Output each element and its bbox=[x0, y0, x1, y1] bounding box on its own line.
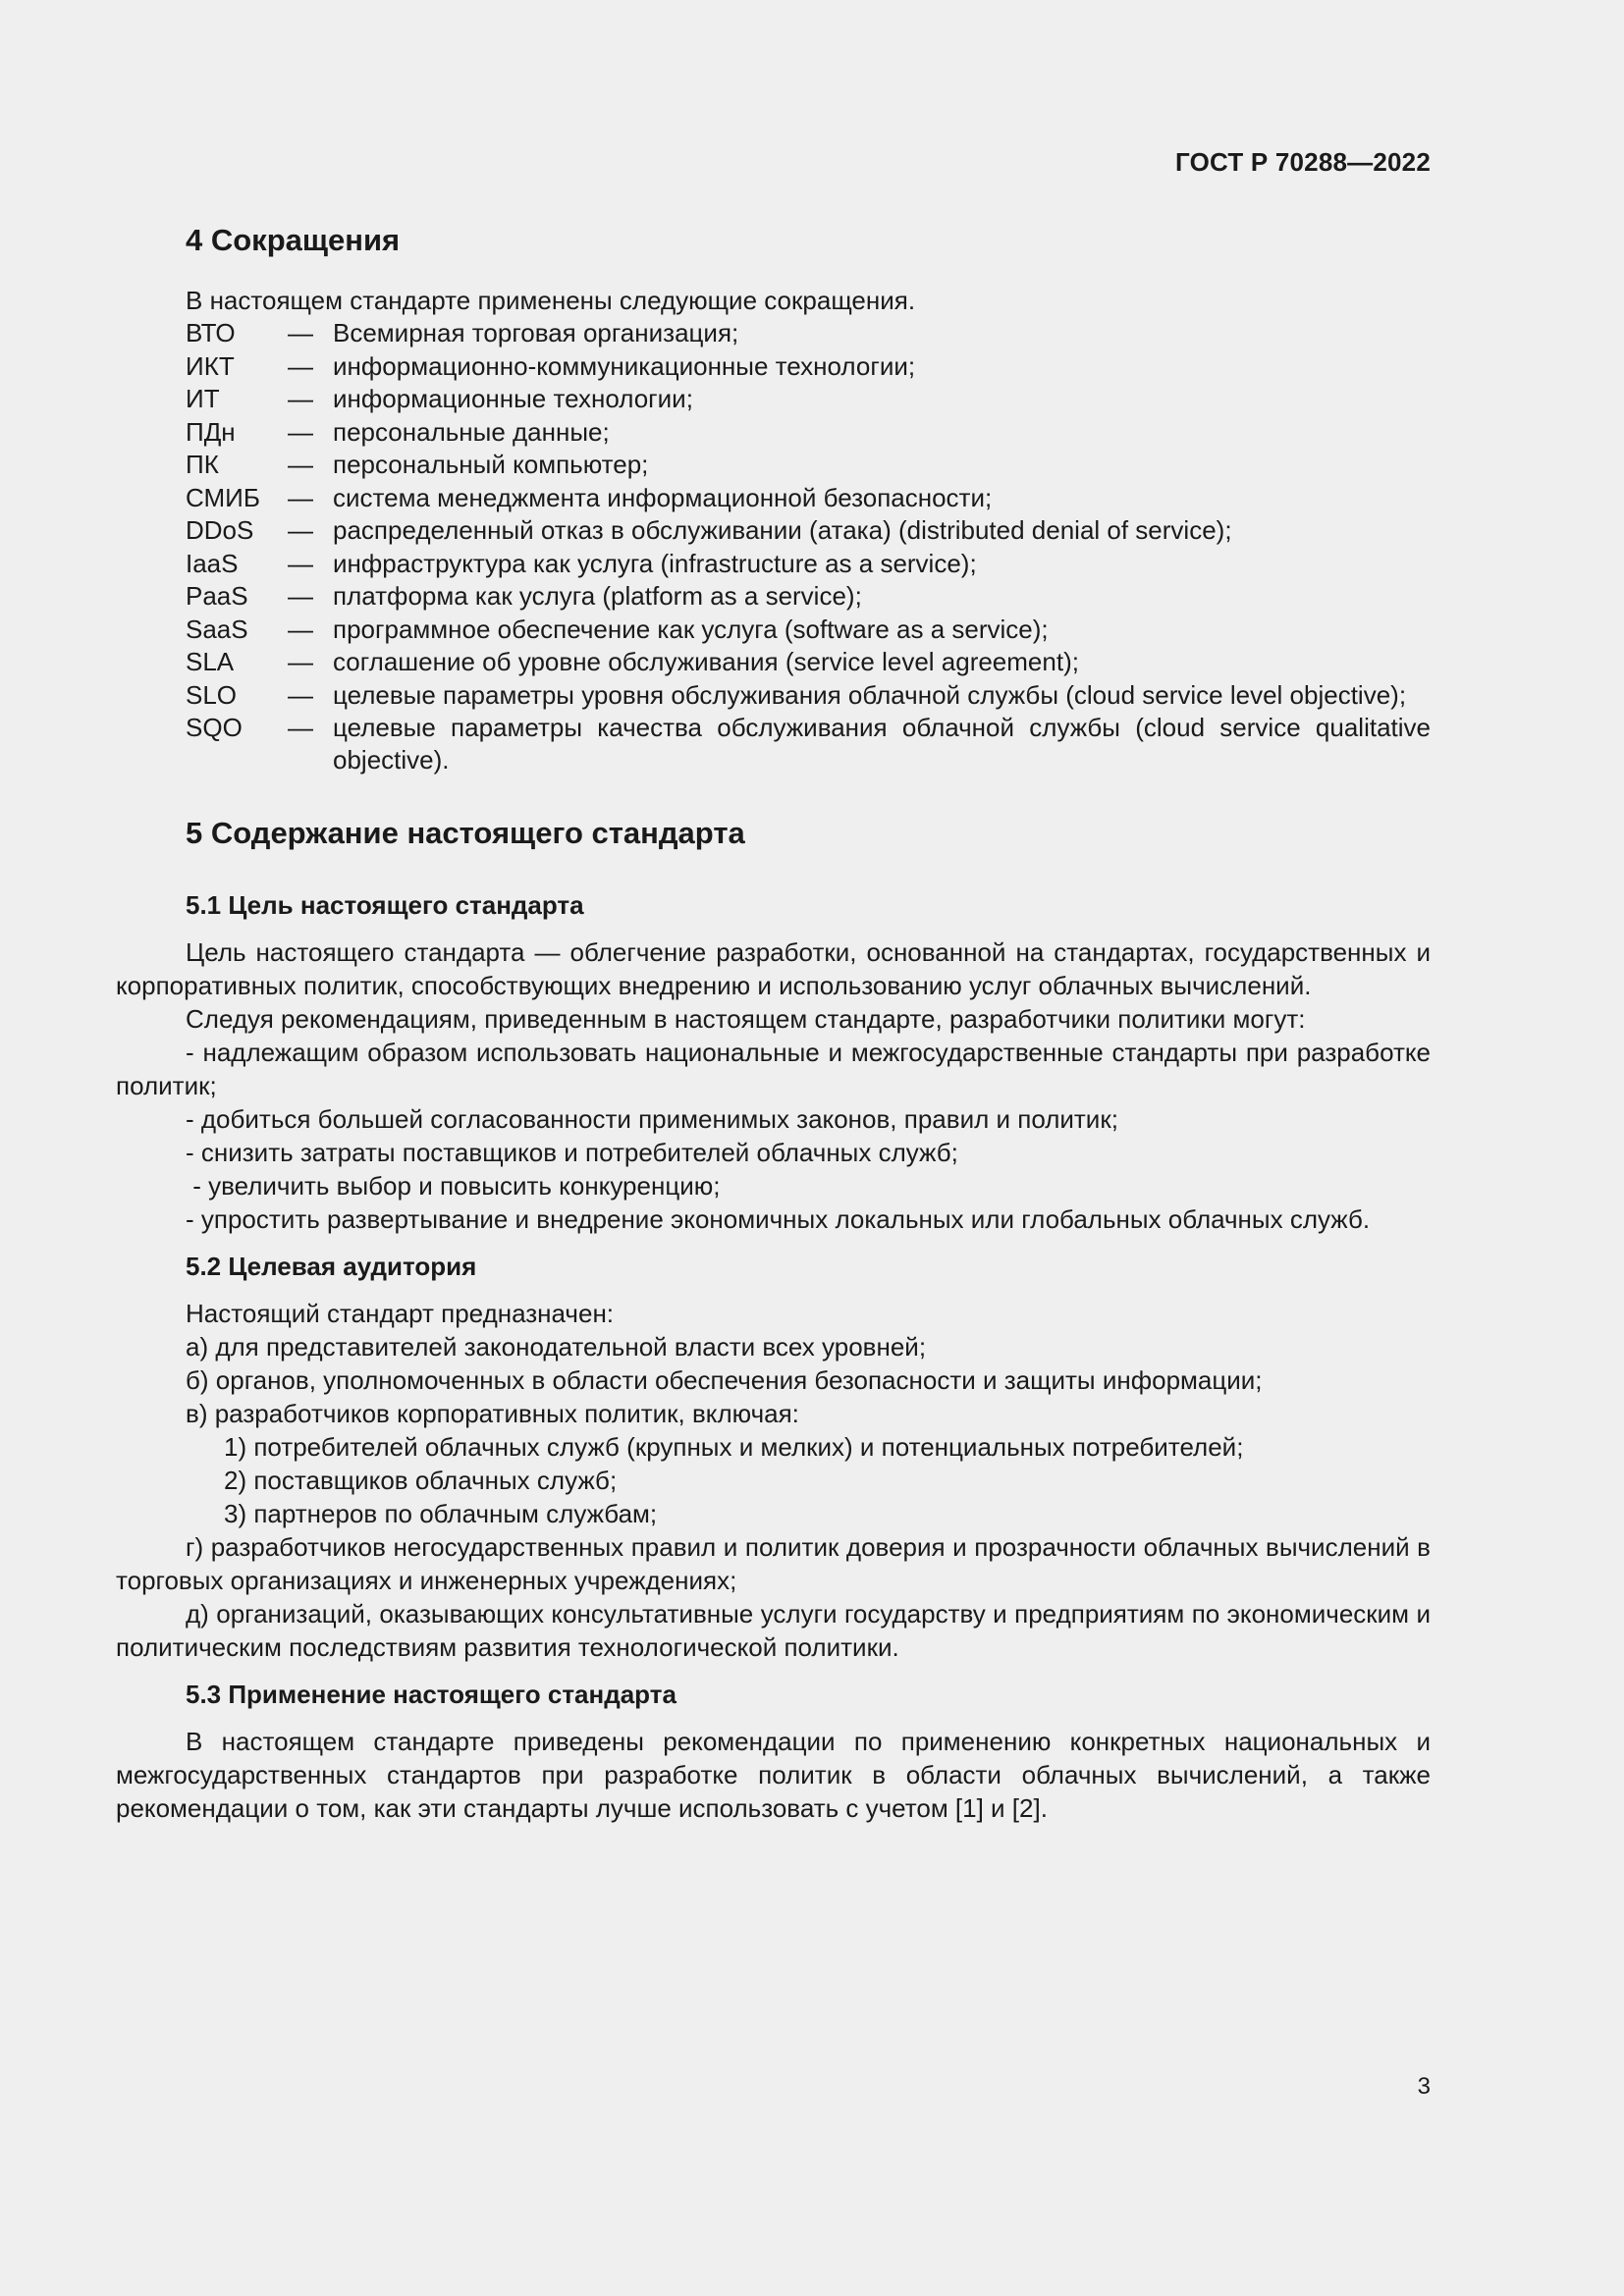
section-5-2-subitem: 2) поставщиков облачных служб; bbox=[224, 1466, 618, 1495]
abbreviation-dash: — bbox=[288, 450, 313, 479]
abbreviation-row bbox=[116, 350, 1431, 384]
abbreviation-dash: — bbox=[288, 679, 313, 710]
abbreviation-definition: информационно-коммуникационные технологии; bbox=[333, 350, 916, 381]
section-5-2-item-b: б) органов, уполномоченных в области обеспечения безопасности и защиты информации; bbox=[186, 1365, 1263, 1395]
abbreviation-code: ИКТ bbox=[186, 350, 235, 381]
abbreviation-definition: персональный компьютер; bbox=[333, 450, 649, 479]
abbreviation-row bbox=[116, 679, 1431, 713]
section-5-2-item-c: в) разработчиков корпоративных политик, включая: bbox=[186, 1399, 799, 1428]
abbreviation-definition: распределенный отказ в обслуживании (атака) (distributed denial of service); bbox=[333, 515, 1232, 545]
abbreviation-dash: — bbox=[288, 548, 313, 578]
abbreviation-row bbox=[116, 317, 1431, 350]
abbreviation-dash: — bbox=[288, 647, 313, 676]
page-number: 3 bbox=[1417, 2073, 1431, 2100]
abbreviation-definition: соглашение об уровне обслуживания (service level agreement); bbox=[333, 647, 1079, 676]
abbreviation-row bbox=[116, 514, 1431, 548]
section-5-3-title: 5.3 Применение настоящего стандарта bbox=[186, 1680, 677, 1709]
abbreviation-definition: информационные технологии; bbox=[333, 384, 693, 413]
abbreviation-code: ПК bbox=[186, 450, 219, 479]
abbreviation-code: ИТ bbox=[186, 384, 220, 413]
abbreviation-dash: — bbox=[288, 515, 313, 545]
abbreviation-code: SLA bbox=[186, 647, 235, 676]
abbreviation-row bbox=[116, 712, 1431, 776]
abbreviation-definition: система менеджмента информационной безопасности; bbox=[333, 482, 993, 512]
abbreviation-dash: — bbox=[288, 384, 313, 413]
abbreviation-row bbox=[116, 646, 1431, 679]
section-5-title: 5 Содержание настоящего стандарта bbox=[186, 816, 745, 850]
abbreviation-dash: — bbox=[288, 350, 313, 381]
abbreviation-row bbox=[116, 416, 1431, 450]
abbreviation-code: SLO bbox=[186, 679, 238, 710]
abbreviation-row bbox=[116, 383, 1431, 416]
section-5-1-list-item: - увеличить выбор и повысить конкуренцию; bbox=[186, 1171, 721, 1201]
abbreviation-dash: — bbox=[288, 614, 313, 644]
section-5-2-subitem: 1) потребителей облачных служб (крупных и мелких) и потенциальных потребителей; bbox=[224, 1432, 1244, 1462]
section-5-1-paragraph-2: Следуя рекомендациям, приведенным в настоящем стандарте, разработчики политики могут: bbox=[186, 1004, 1306, 1034]
section-5-1-paragraph-1: Цель настоящего стандарта — облегчение разработки, основанной на стандартах, государственных и корпоративных политик, способствующих внедрению и использованию услуг облачных вычислений. bbox=[116, 937, 1431, 1000]
abbreviation-code: DDoS bbox=[186, 515, 254, 545]
abbreviation-definition: целевые параметры уровня обслуживания облачной службы (cloud service level objective); bbox=[333, 679, 1407, 710]
section-4-title: 4 Сокращения bbox=[186, 223, 401, 257]
section-5-2-subitem: 3) партнеров по облачным службам; bbox=[224, 1499, 658, 1528]
abbreviation-definition: целевые параметры качества обслуживания облачной службы (cloud service qualitative objective). bbox=[333, 713, 1431, 774]
abbreviation-code: SaaS bbox=[186, 614, 248, 644]
document-id: ГОСТ Р 70288—2022 bbox=[1175, 147, 1431, 177]
section-5-1-list-item: - добиться большей согласованности применимых законов, правил и политик; bbox=[186, 1104, 1118, 1134]
section-5-2-title: 5.2 Целевая аудитория bbox=[186, 1252, 477, 1281]
section-5-1-list-item: - упростить развертывание и внедрение экономичных локальных или глобальных облачных служб. bbox=[186, 1204, 1371, 1234]
abbreviation-row bbox=[116, 614, 1431, 647]
abbreviation-code: ПДн bbox=[186, 416, 236, 447]
abbreviation-dash: — bbox=[288, 713, 313, 742]
section-5-1-title: 5.1 Цель настоящего стандарта bbox=[186, 890, 584, 920]
section-5-1-list-item: - снизить затраты поставщиков и потребителей облачных служб; bbox=[186, 1138, 958, 1167]
section-5-2-item-e: д) организаций, оказывающих консультативные услуги государству и предприятиям по экономическим и политическим последствиям развития технологической политики. bbox=[116, 1599, 1431, 1662]
abbreviation-row bbox=[116, 449, 1431, 482]
section-4-intro: В настоящем стандарте применены следующие сокращения. bbox=[186, 286, 916, 315]
abbreviation-code: IaaS bbox=[186, 548, 239, 578]
section-5-2-item-d: г) разработчиков негосударственных правил и политик доверия и прозрачности облачных вычислений в торговых организациях и инженерных учреждениях; bbox=[116, 1532, 1431, 1595]
abbreviation-row bbox=[116, 548, 1431, 581]
abbreviation-code: PaaS bbox=[186, 581, 248, 611]
page-content bbox=[116, 221, 1431, 1825]
section-5-2-intro: Настоящий стандарт предназначен: bbox=[186, 1299, 615, 1328]
section-5-2-item-a: а) для представителей законодательной власти всех уровней; bbox=[186, 1332, 927, 1362]
abbreviation-code: SQO bbox=[186, 713, 243, 742]
abbreviation-dash: — bbox=[288, 416, 313, 447]
abbreviation-definition: инфраструктура как услуга (infrastructure as a service); bbox=[333, 548, 977, 578]
abbreviation-definition: Всемирная торговая организация; bbox=[333, 318, 739, 347]
section-5-1-list-item: - надлежащим образом использовать национальные и межгосударственные стандарты при разработке политик; bbox=[116, 1038, 1431, 1100]
abbreviation-list bbox=[116, 317, 1431, 776]
abbreviation-code: ВТО bbox=[186, 318, 236, 347]
abbreviation-code: СМИБ bbox=[186, 482, 260, 512]
abbreviation-row bbox=[116, 482, 1431, 515]
abbreviation-definition: персональные данные; bbox=[333, 416, 610, 447]
section-5-3-paragraph: В настоящем стандарте приведены рекомендации по применению конкретных национальных и межгосударственных стандартов при разработке политик в области облачных вычислений, а также рекомендации о том, как эти стандарты лучше использовать с учетом [1] и [2]. bbox=[116, 1727, 1431, 1823]
abbreviation-definition: платформа как услуга (platform as a service); bbox=[333, 581, 862, 611]
abbreviation-definition: программное обеспечение как услуга (software as a service); bbox=[333, 614, 1049, 644]
abbreviation-row bbox=[116, 580, 1431, 614]
abbreviation-dash: — bbox=[288, 482, 313, 512]
abbreviation-dash: — bbox=[288, 581, 313, 611]
abbreviation-dash: — bbox=[288, 318, 313, 347]
